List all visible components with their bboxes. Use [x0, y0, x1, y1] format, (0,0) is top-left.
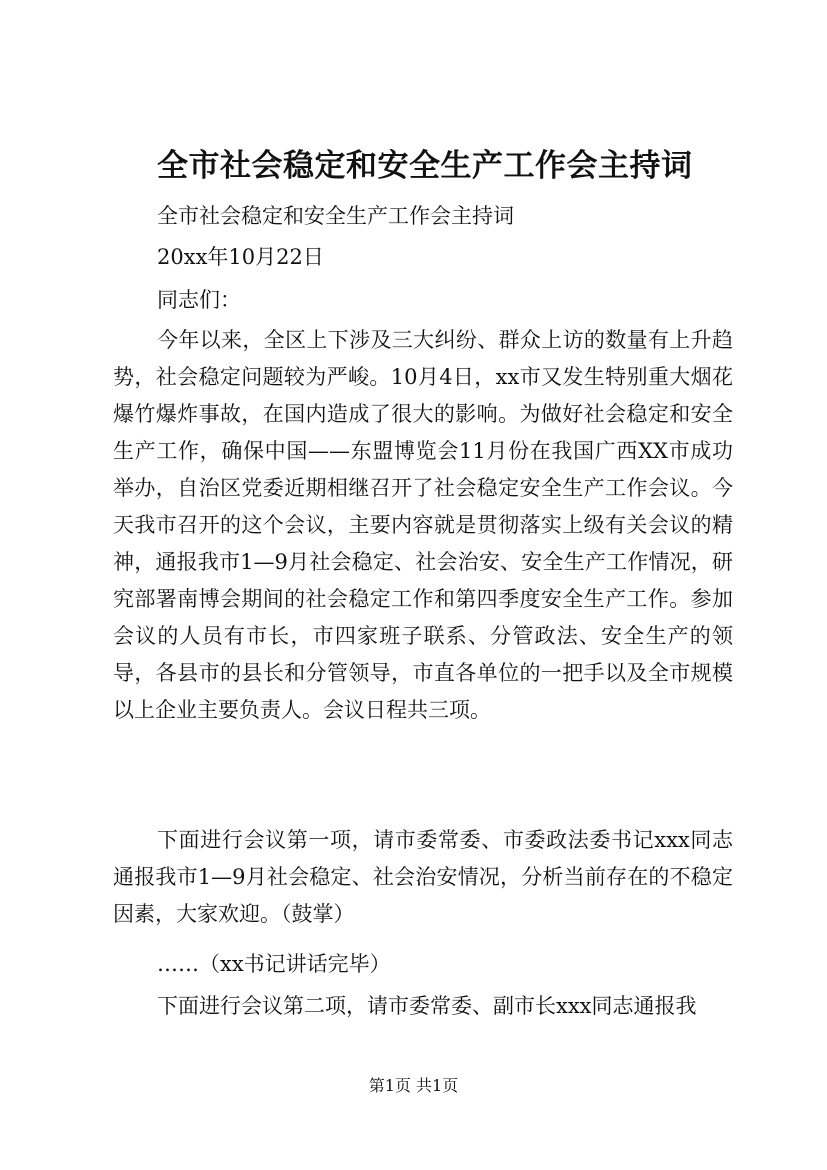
paragraph-item-two: 下面进行会议第二项，请市委常委、副市长xxx同志通报我	[157, 994, 697, 1018]
document-subtitle: 全市社会稳定和安全生产工作会主持词	[157, 204, 514, 228]
document-date: 20xx年10月22日	[157, 245, 324, 269]
greeting: 同志们：	[157, 288, 241, 312]
page-footer: 第1页 共1页	[368, 1076, 459, 1095]
document-title: 全市社会稳定和安全生产工作会主持词	[157, 148, 693, 184]
paragraph-intro: 今年以来，全区上下涉及三大纠纷、群众上访的数量有上升趋势，社会稳定问题较为严峻。10月4日，xx市又发生特别重大烟花爆竹爆炸事故，在国内造成了很大的影响。为做好社会稳定和安全生产工作，确保中国——东盟博览会11月份在我国广西XX市成功举办，自治区党委近期相继召开了社会稳定安全生产工作会议。今天我市召开的这个会议，主要内容就是贯彻落实上级有关会议的精神，通报我市1—9月社会稳定、社会治安、安全生产工作情况，研究部署南博会期间的社会稳定工作和第四季度安全生产工作。参加会议的人员有市长，市四家班子联系、分管政法、安全生产的领导，各县市的县长和分管领导，市直各单位的一把手以及全市规模以上企业主要负责人。会议日程共三项。	[113, 328, 733, 722]
paragraph-speech-complete: ……（xx书记讲话完毕）	[157, 952, 391, 976]
paragraph-item-one: 下面进行会议第一项，请市委常委、市委政法委书记xxx同志通报我市1—9月社会稳定、社会治安情况，分析当前存在的不稳定因素，大家欢迎。（鼓掌）	[113, 828, 733, 926]
